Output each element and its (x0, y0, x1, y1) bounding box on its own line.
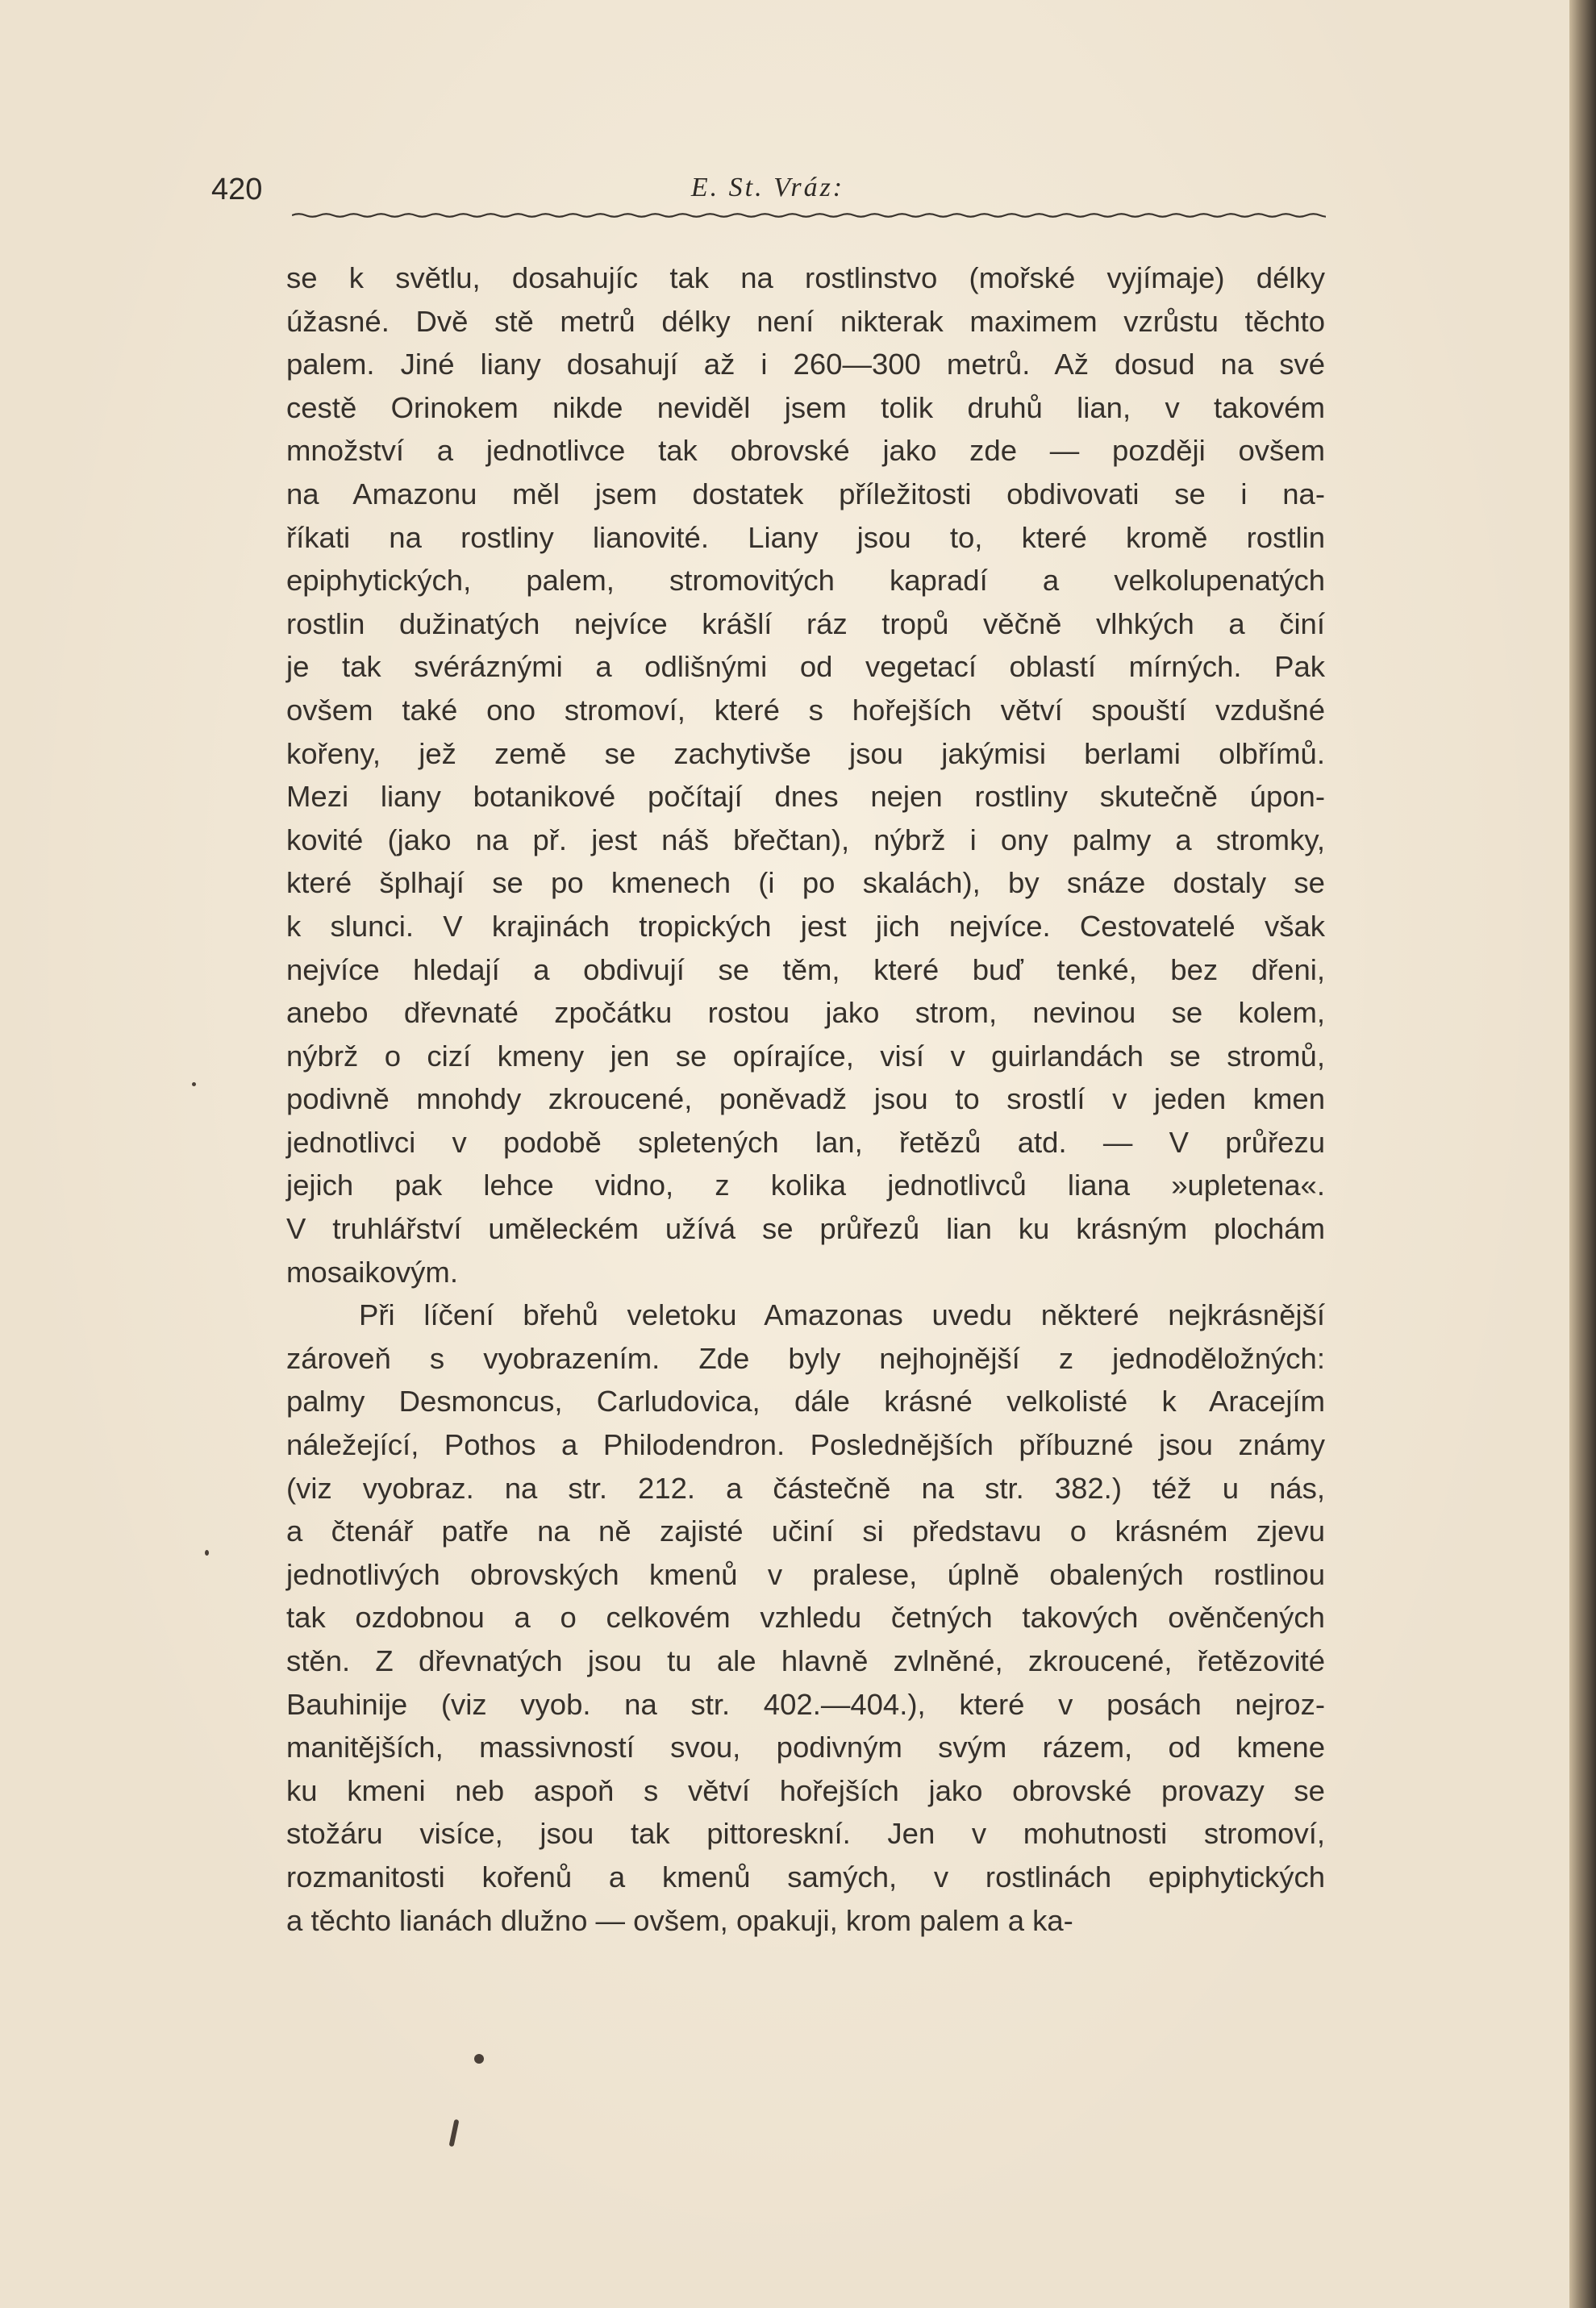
wavy-rule-ornament (292, 208, 1326, 223)
text-line: je tak svéráznými a odlišnými od vegetací oblastí mírných. Pak (286, 650, 1325, 684)
page-edge-shadow (1569, 0, 1596, 2308)
ink-speck (449, 2119, 460, 2148)
text-line: jednotlivci v podobě spletených lan, řetězů atd. — V průřezu (286, 1125, 1325, 1159)
page-number: 420 (211, 173, 263, 206)
text-line: jejich pak lehce vidno, z kolika jednotlivců liana »upletena«. (286, 1169, 1325, 1202)
text-line: na Amazonu měl jsem dostatek příležitosti obdivovati se i na- (286, 477, 1325, 510)
text-line: nejvíce hledají a obdivují se těm, které buď tenké, bez dřeni, (286, 952, 1325, 986)
text-line: rozmanitosti kořenů a kmenů samých, v rostlinách epiphytických (286, 1860, 1325, 1893)
text-line: V truhlářství uměleckém užívá se průřezů lian ku krásným plochám (286, 1212, 1325, 1246)
text-line: rostlin dužinatých nejvíce krášlí ráz tropů věčně vlhkých a činí (286, 606, 1325, 640)
text-line: mosaikovým. (286, 1255, 458, 1289)
text-line: zároveň s vyobrazením. Zde byly nejhojnější z jednoděložných: (286, 1341, 1325, 1375)
page-header (211, 166, 1324, 215)
text-line: jednotlivých obrovských kmenů v pralese, úplně obalených rostlinou (286, 1557, 1325, 1591)
text-line: Bauhinije (viz vyob. na str. 402.—404.), které v posách nejroz- (286, 1687, 1325, 1721)
text-line: palmy Desmoncus, Carludovica, dále krásné velkolisté k Aracejím (286, 1385, 1325, 1419)
text-line: říkati na rostliny lianovité. Liany jsou to, které kromě rostlin (286, 520, 1325, 554)
text-line: stěn. Z dřevnatých jsou tu ale hlavně zvlněné, zkroucené, řetězovité (286, 1644, 1325, 1677)
text-line: palem. Jiné liany dosahují až i 260—300 metrů. Až dosud na své (286, 348, 1325, 381)
text-line: cestě Orinokem nikde neviděl jsem tolik druhů lian, v takovém (286, 390, 1325, 424)
paragraph-2 (286, 1294, 1325, 1942)
text-line: kovité (jako na př. jest náš břečtan), nýbrž i ony palmy a stromky, (286, 823, 1325, 856)
text-line: úžasné. Dvě stě metrů délky není nikterak maximem vzrůstu těchto (286, 304, 1325, 338)
ink-speck (192, 1082, 196, 1086)
text-line: a čtenář patře na ně zajisté učiní si představu o krásném zjevu (286, 1514, 1325, 1548)
text-line: kořeny, jež země se zachytivše jsou jakýmisi berlami olbřímů. (286, 736, 1325, 770)
text-line: náležející, Pothos a Philodendron. Poslednějších příbuzné jsou známy (286, 1428, 1325, 1462)
text-line: manitějších, massivností svou, podivným svým rázem, od kmene (286, 1731, 1325, 1764)
body-text (286, 256, 1325, 1942)
ink-speck (205, 1550, 209, 1556)
text-line: které šplhají se po kmenech (i po skalách), by snáze dostaly se (286, 866, 1325, 900)
text-line: tak ozdobnou a o celkovém vzhledu četných takových ověnčených (286, 1601, 1325, 1635)
ink-speck (474, 2054, 484, 2064)
text-line: Mezi liany botanikové počítají dnes nejen rostliny skutečně úpon- (286, 780, 1325, 814)
text-line: podivně mnohdy zkroucené, poněvadž jsou to srostlí v jeden kmen (286, 1082, 1325, 1116)
text-line: se k světlu, dosahujíc tak na rostlinstvo (mořské vyjímaje) délky (286, 261, 1325, 294)
text-line: k slunci. V krajinách tropických jest jich nejvíce. Cestovatelé však (286, 909, 1325, 943)
text-line: anebo dřevnaté zpočátku rostou jako strom, nevinou se kolem, (286, 996, 1325, 1030)
running-head: E. St. Vráz: (690, 173, 845, 202)
text-line: epiphytických, palem, stromovitých kapradí a velkolupenatých (286, 564, 1325, 598)
text-line: Při líčení břehů veletoku Amazonas uvedu některé nejkrásnější (359, 1298, 1325, 1332)
text-line: ku kmeni neb aspoň s větví hořejších jako obrovské provazy se (286, 1773, 1325, 1807)
paragraph-1 (286, 256, 1325, 1294)
text-line: a těchto lianách dlužno — ovšem, opakuji, krom palem a ka- (286, 1903, 1073, 1937)
text-line: (viz vyobraz. na str. 212. a částečně na str. 382.) též u nás, (286, 1471, 1325, 1505)
text-line: stožáru visíce, jsou tak pittoreskní. Jen v mohutnosti stromoví, (286, 1817, 1325, 1851)
text-line: nýbrž o cizí kmeny jen se opírajíce, visí v guirlandách se stromů, (286, 1039, 1325, 1073)
text-line: množství a jednotlivce tak obrovské jako zde — později ovšem (286, 434, 1325, 468)
text-line: ovšem také ono stromoví, které s hořejších větví spouští vzdušné (286, 693, 1325, 727)
